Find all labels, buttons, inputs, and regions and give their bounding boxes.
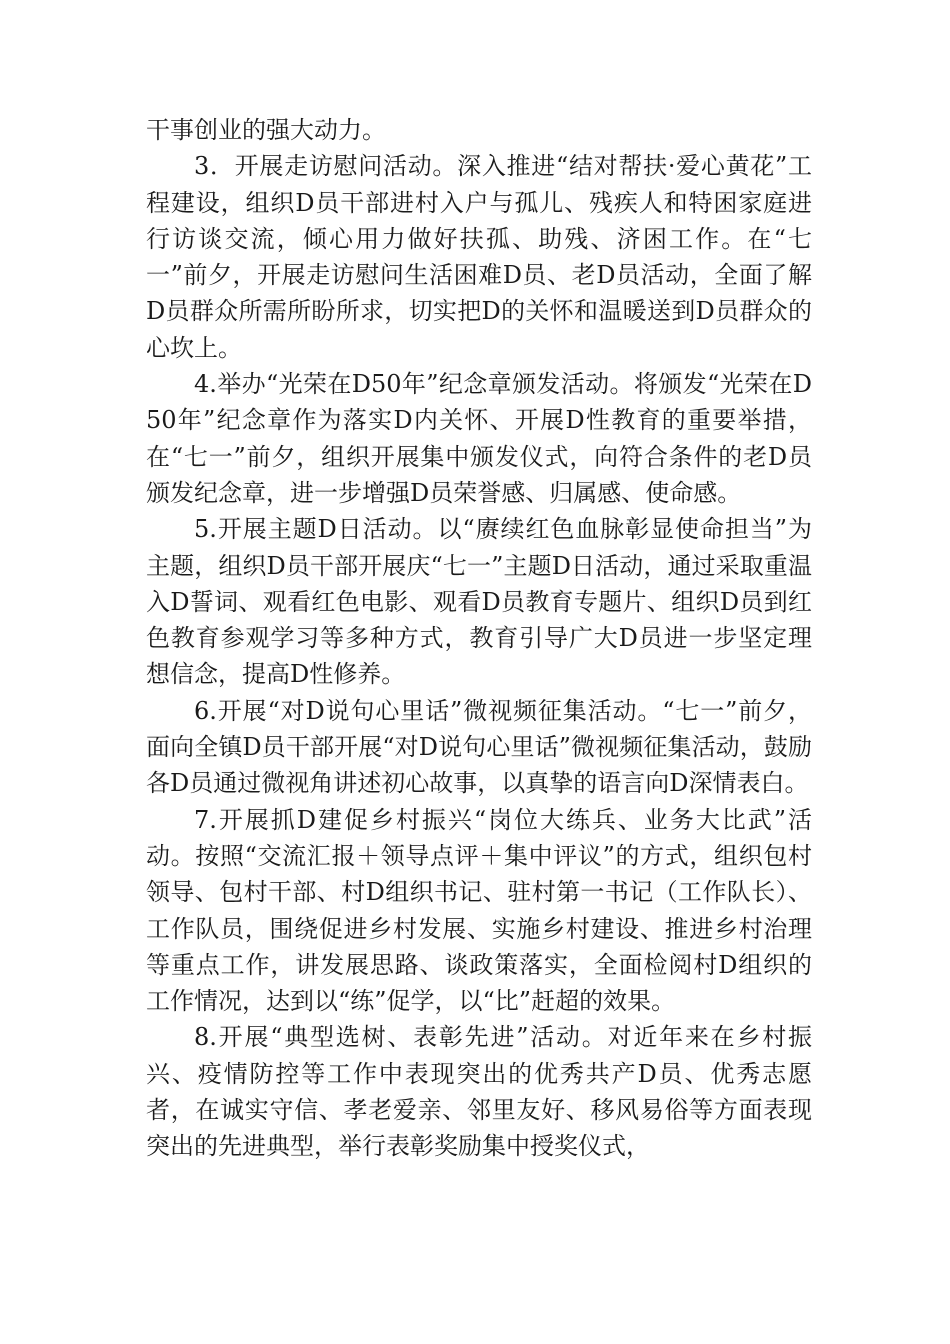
paragraph-item-8: 8.开展“典型选树、表彰先进”活动。对近年来在乡村振兴、疫情防控等工作中表现突出的优秀共产D员、优秀志愿者，在诚实守信、孝老爱亲、邻里友好、移风易俗等方面表现突出的先进典型，举行表彰奖励集中授奖仪式， [146, 1023, 812, 1161]
paragraph-item-7: 7.开展抓D建促乡村振兴“岗位大练兵、业务大比武”活动。按照“交流汇报＋领导点评＋集中评议”的方式，组织包村领导、包村干部、村D组织书记、驻村第一书记（工作队长）、工作队员，围绕促进乡村发展、实施乡村建设、推进乡村治理等重点工作，讲发展思路、谈政策落实，全面检阅村D组织的工作情况，达到以“练”促学，以“比”赶超的效果。 [146, 805, 812, 1016]
paragraph-item-4: 4.举办“光荣在D50年”纪念章颁发活动。将颁发“光荣在D50年”纪念章作为落实D内关怀、开展D性教育的重要举措，在“七一”前夕，组织开展集中颁发仪式，向符合条件的老D员颁发纪念章，进一步增强D员荣誉感、归属感、使命感。 [146, 370, 812, 507]
paragraph-item-6: 6.开展“对D说句心里话”微视频征集活动。“七一”前夕，面向全镇D员干部开展“对D说句心里话”微视频征集活动，鼓励各D员通过微视角讲述初心故事，以真挚的语言向D深情表白。 [146, 696, 812, 798]
paragraph-item-3: 3．开展走访慰问活动。深入推进“结对帮扶·爱心黄花”工程建设，组织D员干部进村入户与孤儿、残疾人和特困家庭进行访谈交流，倾心用力做好扶孤、助残、济困工作。在“七一”前夕，开展走访慰问生活困难D员、老D员活动，全面了解D员群众所需所盼所求，切实把D的关怀和温暖送到D员群众的心坎上。 [146, 152, 812, 362]
paragraph-item-5: 5.开展主题D日活动。以“赓续红色血脉彰显使命担当”为主题，组织D员干部开展庆“七一”主题D日活动，通过采取重温入D誓词、观看红色电影、观看D员教育专题片、组织D员到红色教育参观学习等多种方式，教育引导广大D员进一步坚定理想信念，提高D性修养。 [146, 515, 812, 689]
document-body [146, 112, 812, 1165]
paragraph-continuation: 干事创业的强大动力。 [146, 116, 386, 144]
